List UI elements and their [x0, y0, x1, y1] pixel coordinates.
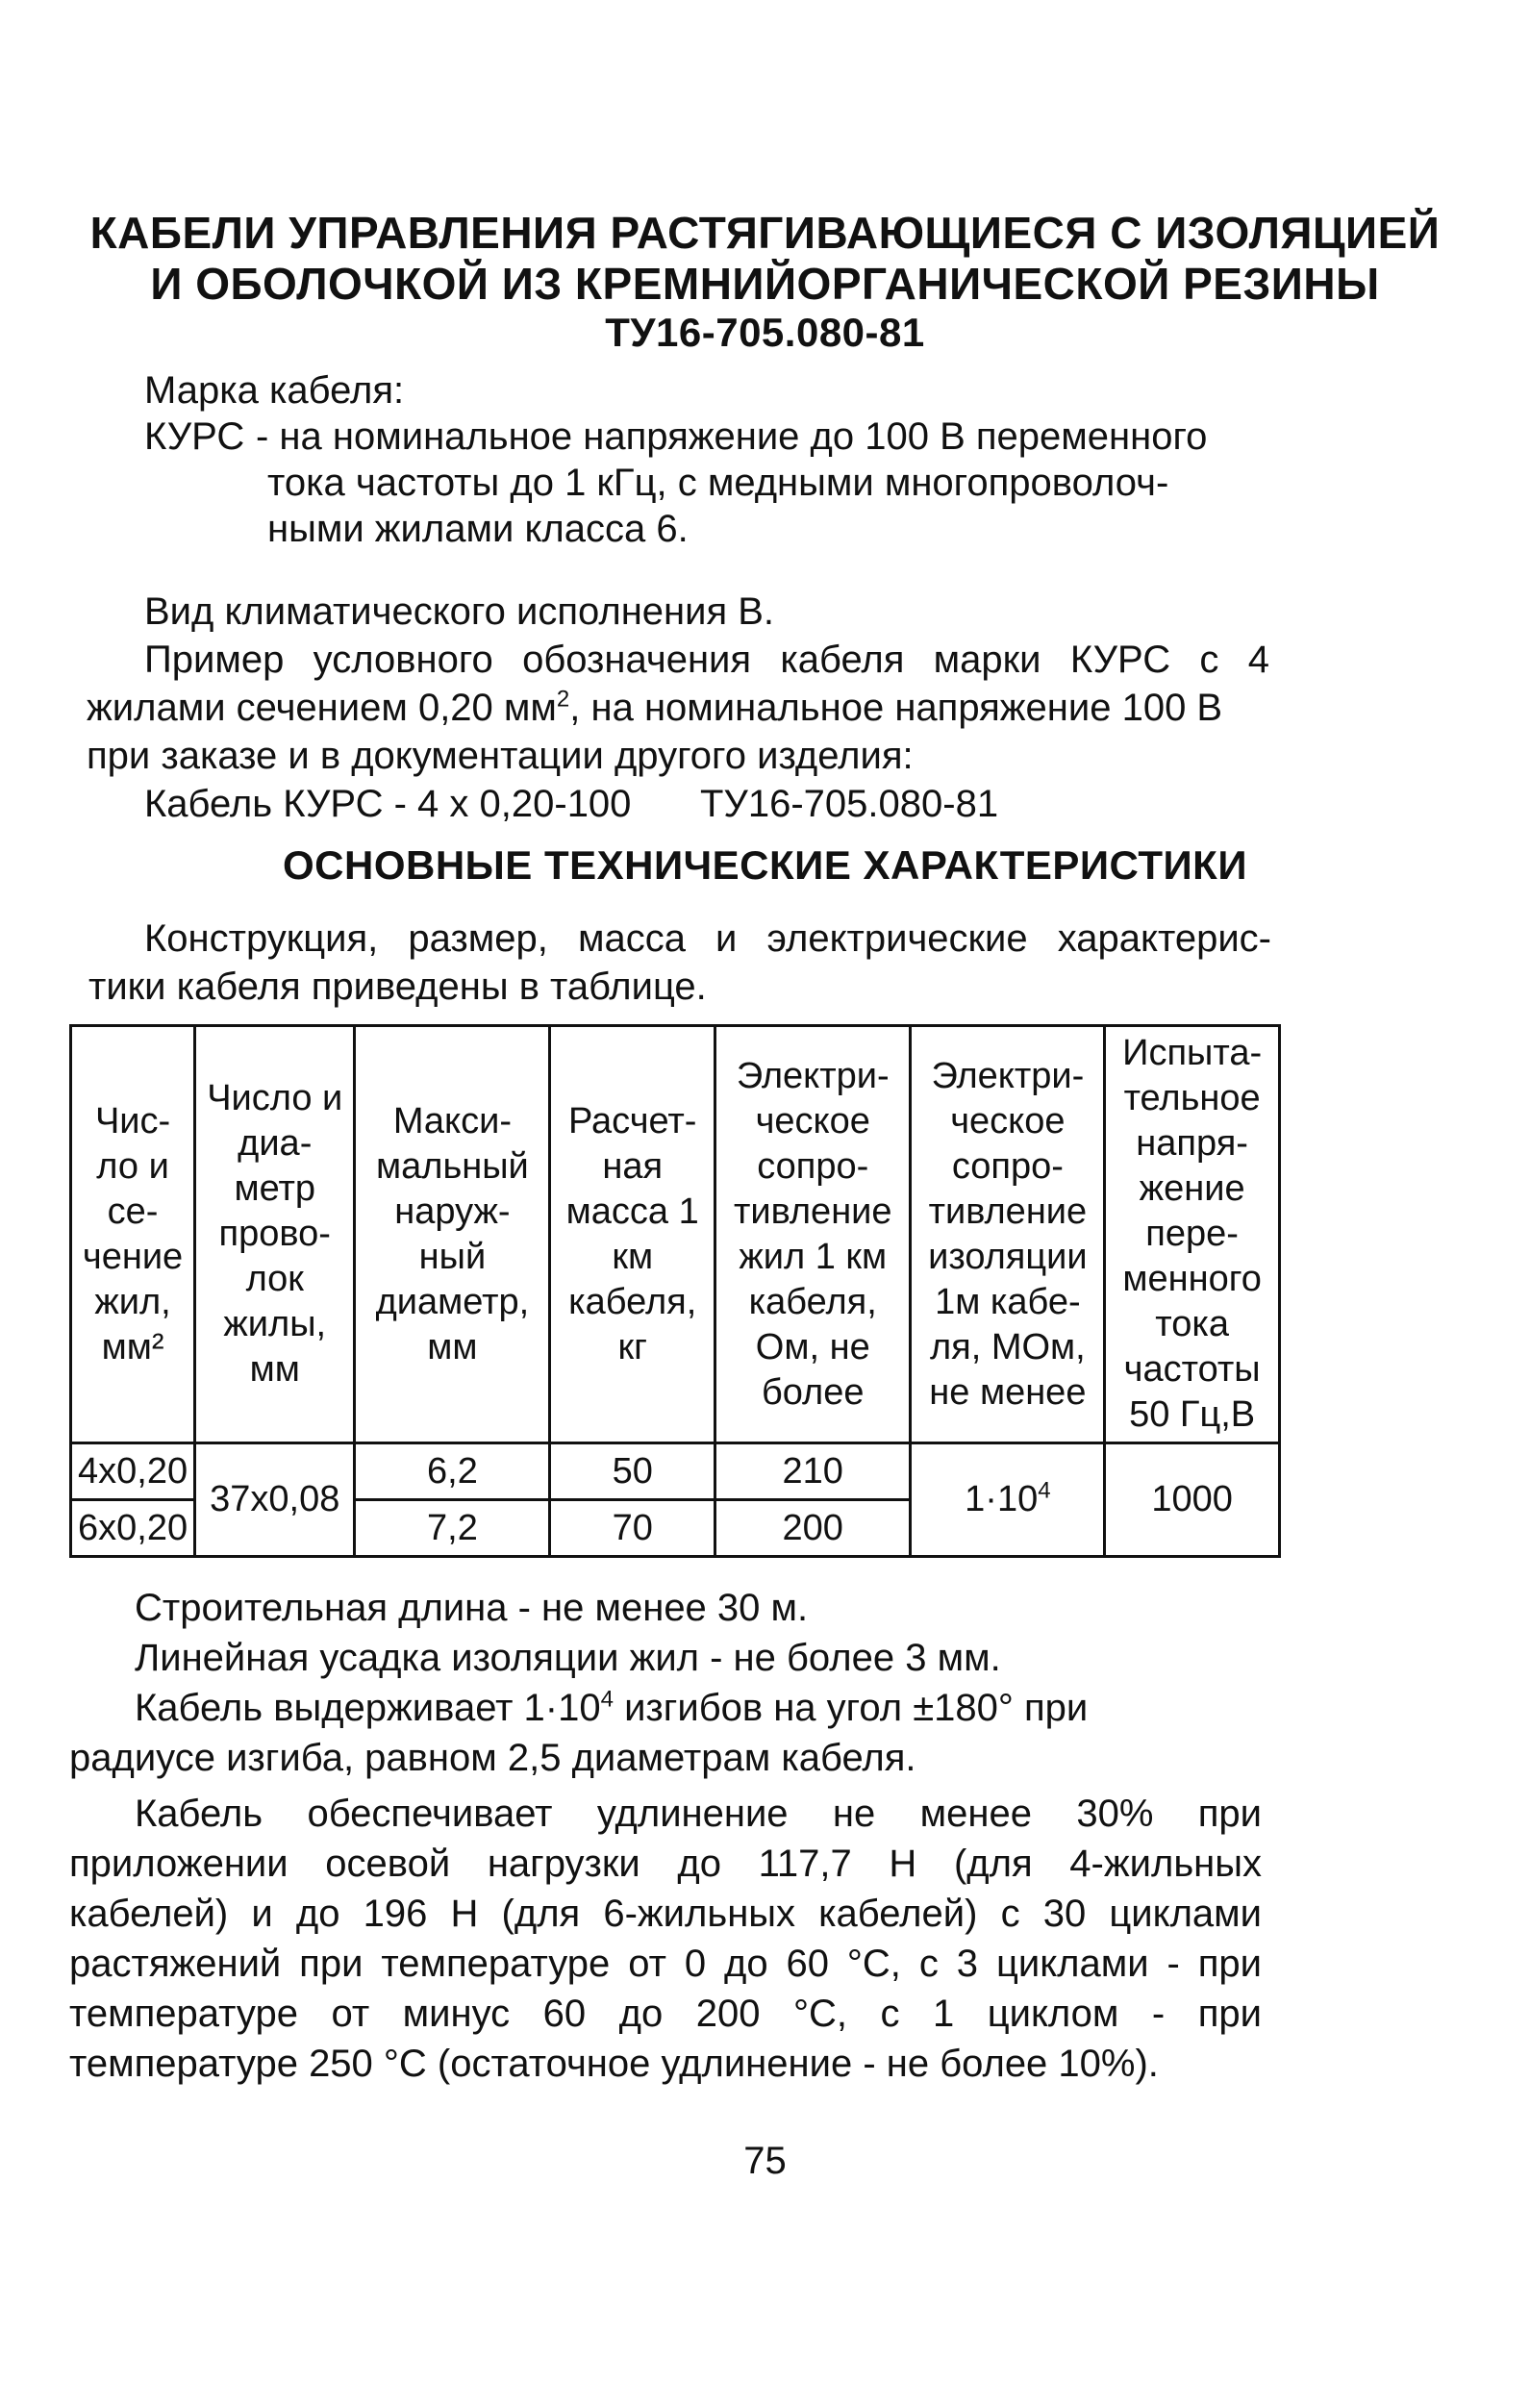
cell-insulation-resistance: [911, 1443, 1105, 1557]
note-length: Строительная длина - не менее 30 м.: [135, 1587, 809, 1629]
page-number: 75: [743, 2140, 787, 2182]
note-stretch-line1: Кабель обеспечивает удлинение не менее 30% при: [135, 1793, 1262, 1835]
header-wire-count: [195, 1026, 355, 1443]
header-outer-diameter-text: Макси- мальный наруж- ный диаметр, мм: [375, 1100, 530, 1367]
cell-diameter: 6,2: [355, 1443, 550, 1500]
example-line2: [87, 685, 1269, 731]
cell-test-voltage: 1000: [1105, 1443, 1280, 1557]
note-shrink: Линейная усадка изоляции жил - не более 3 мм.: [135, 1637, 1001, 1679]
brand-code: КУРС: [144, 415, 245, 458]
section-heading: ОСНОВНЫЕ ТЕХНИЧЕСКИЕ ХАРАКТЕРИСТИКИ: [282, 842, 1248, 888]
note-stretch-line5: температуре от минус 60 до 200 °С, с 1 циклом - при: [69, 1993, 1262, 2035]
note-bend-part-a-wrap: [135, 1685, 1088, 1731]
intro-line2: тики кабеля приведены в таблице.: [88, 966, 707, 1008]
header-insulation-resistance: [911, 1026, 1105, 1443]
header-conductor-resistance: [715, 1026, 911, 1443]
example-line2-text: [87, 685, 1222, 731]
note-bend-part-a: Кабель выдерживает 1·10: [135, 1687, 601, 1729]
brand-description-line3: ными жилами класса 6.: [267, 508, 689, 550]
header-test-voltage-text: Испыта- тельное напря- жение пере- менного тока частоты 50 Гц,В: [1122, 1033, 1263, 1435]
note-bend-superscript: 4: [600, 1686, 614, 1713]
cell-mass: 70: [550, 1500, 715, 1557]
example-spec-code: ТУ16-705.080-81: [700, 783, 999, 825]
note-stretch-line6: температуре 250 °С (остаточное удлинение - не более 10%).: [69, 2043, 1159, 2085]
note-stretch-line4: растяжений при температуре от 0 до 60 °С, с 3 циклами - при: [69, 1943, 1262, 1985]
brand-description-line2: тока частоты до 1 кГц, с медными многопроволоч-: [267, 462, 1169, 504]
brand-description-line1: - на номинальное напряжение до 100 В переменного: [256, 415, 1208, 458]
example-designation: Кабель КУРС - 4 х 0,20-100: [144, 783, 632, 825]
cell-diameter: 7,2: [355, 1500, 550, 1557]
cell-section: 4х0,20: [71, 1443, 195, 1500]
climate-text: Вид климатического исполнения В.: [144, 590, 775, 633]
example-line3: при заказе и в документации другого изделия:: [87, 735, 914, 777]
note-bend-line2: радиусе изгиба, равном 2,5 диаметрам кабеля.: [69, 1737, 916, 1779]
header-outer-diameter: [355, 1026, 550, 1443]
header-mass: [550, 1026, 715, 1443]
header-conductor-section-text: Чис- ло и се- чение жил, мм²: [82, 1100, 184, 1367]
note-bend-part-b: изгибов на угол ±180° при: [613, 1687, 1089, 1729]
header-wire-count-text: Число и диа- метр прово- лок жилы, мм: [207, 1078, 343, 1390]
cell-resistance: 200: [715, 1500, 911, 1557]
page-title-line2: И ОБОЛОЧКОЙ ИЗ КРЕМНИЙОРГАНИЧЕСКОЙ РЕЗИНЫ: [150, 259, 1380, 309]
example-line1: Пример условного обозначения кабеля марки КУРС с 4: [144, 639, 1269, 681]
cell-mass: 50: [550, 1443, 715, 1500]
example-line2-superscript: 2: [556, 686, 570, 713]
intro-line1: Конструкция, размер, масса и электрические характерис-: [144, 917, 1271, 960]
cell-section: 6х0,20: [71, 1500, 195, 1557]
cell-wires: 37х0,08: [195, 1443, 355, 1557]
table-header-row: [71, 1026, 1280, 1443]
insulation-resistance-exponent: 4: [1038, 1477, 1051, 1504]
brand-label: Марка кабеля:: [144, 369, 405, 412]
note-bend-line1: [135, 1685, 1260, 1731]
example-line2-part-b: , на номинальное напряжение 100 В: [569, 687, 1223, 729]
page-title-line1: КАБЕЛИ УПРАВЛЕНИЯ РАСТЯГИВАЮЩИЕСЯ С ИЗОЛЯЦИЕЙ: [89, 208, 1441, 258]
note-stretch-line2: приложении осевой нагрузки до 117,7 Н (для 4-жильных: [69, 1843, 1262, 1885]
header-conductor-section: [71, 1026, 195, 1443]
cell-resistance: 210: [715, 1443, 911, 1500]
header-insulation-resistance-text: Электри- ческое сопро- тивление изоляции 1м кабе- ля, МОм, не менее: [928, 1055, 1088, 1413]
note-stretch-line3: кабелей) и до 196 Н (для 6-жильных кабелей) с 30 циклами: [69, 1893, 1262, 1935]
table-row: [71, 1443, 1280, 1500]
example-line2-part-a: жилами сечением 0,20 мм: [87, 687, 557, 729]
specifications-table: [69, 1024, 1281, 1558]
spec-code-title: ТУ16-705.080-81: [605, 310, 925, 355]
header-mass-text: Расчет- ная масса 1 км кабеля, кг: [565, 1100, 699, 1367]
insulation-resistance-base: 1·10: [965, 1479, 1039, 1519]
header-conductor-resistance-text: Электри- ческое сопро- тивление жил 1 км кабеля, Ом, не более: [733, 1055, 892, 1413]
header-test-voltage: [1105, 1026, 1280, 1443]
